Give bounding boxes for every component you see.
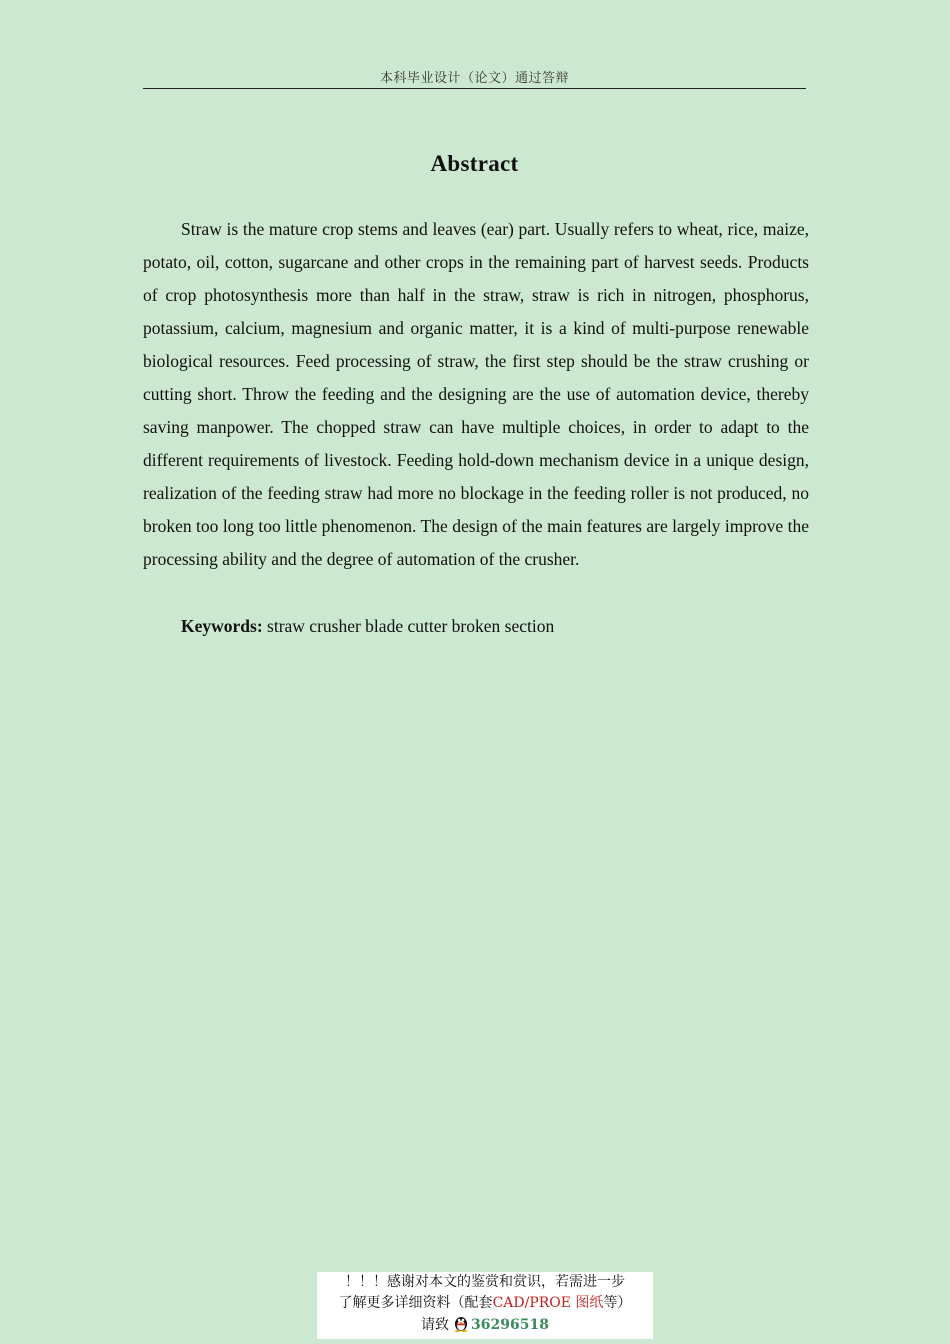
qq-penguin-icon xyxy=(453,1314,469,1339)
page-title: Abstract xyxy=(430,151,519,176)
notice-cad-label: CAD/PROE 图纸 xyxy=(492,1295,604,1311)
notice-line-2-suffix: 等） xyxy=(603,1295,632,1311)
running-header: 本科毕业设计（论文）通过答辩 xyxy=(379,70,569,85)
notice-line-2 xyxy=(317,1293,653,1314)
abstract-body: Straw is the mature crop stems and leaves (ear) part. Usually refers to wheat, rice, maize, potato, oil, cotton, sugarcane and other crops in the remaining part of harvest seeds. Products of crop photosynthesis more than half in the straw, straw is rich in nitrogen, phosphorus, potassium, calcium, magnesium and organic matter, it is a kind of multi-purpose renewable biological resources. Feed processing of straw, the first step should be the straw crushing or cutting short. Throw the feeding and the designing are the use of automation device, thereby saving manpower. The chopped straw can have multiple choices, in order to adapt to the different requirements of livestock. Feeding hold-down mechanism device in a unique design, realization of the feeding straw had more no blockage in the feeding roller is not produced, no broken too long too little phenomenon. The design of the main features are largely improve the processing ability and the degree of automation of the crusher. xyxy=(143,219,809,569)
keywords-line xyxy=(181,610,554,643)
notice-contact-prefix: 请致 xyxy=(421,1317,450,1333)
header-rule xyxy=(143,88,806,89)
promo-notice xyxy=(317,1272,653,1339)
notice-line-1: ！！！感谢对本文的鉴赏和赏识，若需进一步 xyxy=(345,1274,625,1290)
keywords-value: straw crusher blade cutter broken section xyxy=(267,616,555,636)
notice-line-2-prefix: 了解更多详细资料（配套 xyxy=(338,1295,493,1311)
keywords-label: Keywords: xyxy=(181,616,263,636)
qq-number: 36296518 xyxy=(471,1317,549,1333)
notice-line-3 xyxy=(317,1314,653,1339)
